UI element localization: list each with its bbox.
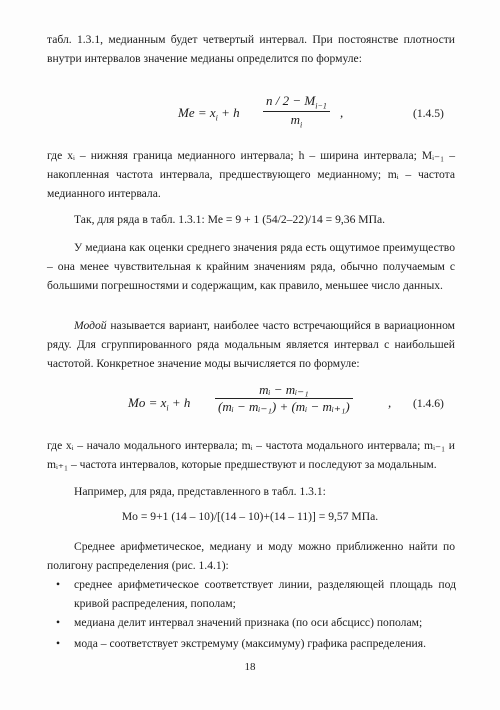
formula-mode-example: Mo = 9+1 (14 – 10)/[(14 – 10)+(14 – 11)] = 9,57 МПа. bbox=[121, 510, 379, 523]
paragraph-mode-definition bbox=[47, 316, 455, 373]
paragraph-mode-example-intro: Например, для ряда, представленного в табл. 1.3.1: bbox=[74, 485, 326, 498]
formula-median-denominator-sub: i bbox=[300, 120, 303, 130]
formula-median-numerator-sub: i−1 bbox=[315, 101, 327, 111]
paragraph-polygon: Среднее арифметическое, медиану и моду можно приближенно найти по полигону распределения (рис. 1.4.1): bbox=[47, 540, 455, 572]
paragraph-mode-definition-text: называется вариант, наиболее часто встречающийся в вариационном ряду. Для сгруппированного ряда модальным является интервал с наибольшей частотой. Конкретное значение моды вычисляется по формуле: bbox=[47, 319, 455, 370]
list-item bbox=[56, 575, 456, 613]
list-item-text: медиана делит интервал значений признака (по оси абсцисс) пополам; bbox=[74, 616, 423, 629]
formula-median-fraction bbox=[263, 93, 330, 129]
formula-mode-h: + h bbox=[168, 395, 191, 410]
formula-median-tail: , bbox=[340, 105, 344, 120]
formula-mode-denominator: (mᵢ − mᵢ₋₁) + (mᵢ − mᵢ₊₁) bbox=[218, 399, 350, 414]
formula-median-numerator: n / 2 − M bbox=[266, 93, 316, 108]
formula-mode-numerator: mᵢ − mᵢ₋₁ bbox=[215, 382, 353, 399]
formula-median-h: + h bbox=[217, 105, 240, 120]
formula-mode-lhs: Mo = x bbox=[128, 395, 167, 410]
formula-median-lhs: Me = x bbox=[178, 105, 216, 120]
paragraph-mode-legend: где xᵢ – начало модального интервала; mᵢ – частота модального интервала; mᵢ₋₁ и mᵢ₊₁ – частота интервалов, которые предшествуют и последуют за модальным. bbox=[47, 439, 455, 471]
list-item bbox=[56, 634, 456, 653]
formula-median-number: (1.4.5) bbox=[413, 107, 444, 120]
paragraph-median-advantage-text: У медиана как оценки среднего значения ряда есть ощутимое преимущество – она менее чувствительная к крайним значениям ряда, обычно получаемым с большими погрешностями и содержащим, как правило, меньшее число данных. bbox=[47, 241, 455, 292]
formula-mode-sub: i bbox=[166, 403, 169, 413]
formula-mode-fraction bbox=[215, 382, 353, 415]
bullet-icon: • bbox=[56, 578, 61, 591]
paragraph-median-example: Так, для ряда в табл. 1.3.1: Me = 9 + 1 (54/2–22)/14 = 9,36 МПа. bbox=[74, 213, 385, 226]
bullet-icon: • bbox=[56, 616, 61, 629]
list-item-text: среднее арифметическое соответствует линии, разделяющей площадь под кривой распределения, пополам; bbox=[74, 578, 456, 610]
page-number: 18 bbox=[244, 661, 256, 673]
paragraph-median-advantage bbox=[47, 238, 455, 295]
formula-median-sub: i bbox=[215, 113, 218, 123]
formula-median-denominator: m bbox=[290, 111, 300, 127]
list-item bbox=[56, 613, 456, 632]
paragraph-intro: табл. 1.3.1, медианным будет четвертый интервал. При постоянстве плотности внутри интервалов значение медианы определится по формуле: bbox=[47, 33, 455, 65]
term-mode: Модой bbox=[74, 319, 107, 332]
list-item-text: мода – соответствует экстремуму (максимуму) графика распределения. bbox=[74, 637, 426, 650]
formula-mode-tail: , bbox=[388, 395, 392, 410]
paragraph-median-legend: где xᵢ – нижняя граница медианного интервала; h – ширина интервала; Mᵢ₋₁ – накопленная частота интервала, предшествующего медианному; mᵢ – частота медианного интервала. bbox=[47, 149, 455, 200]
bullet-icon: • bbox=[56, 637, 61, 650]
formula-mode-number: (1.4.6) bbox=[413, 397, 444, 410]
